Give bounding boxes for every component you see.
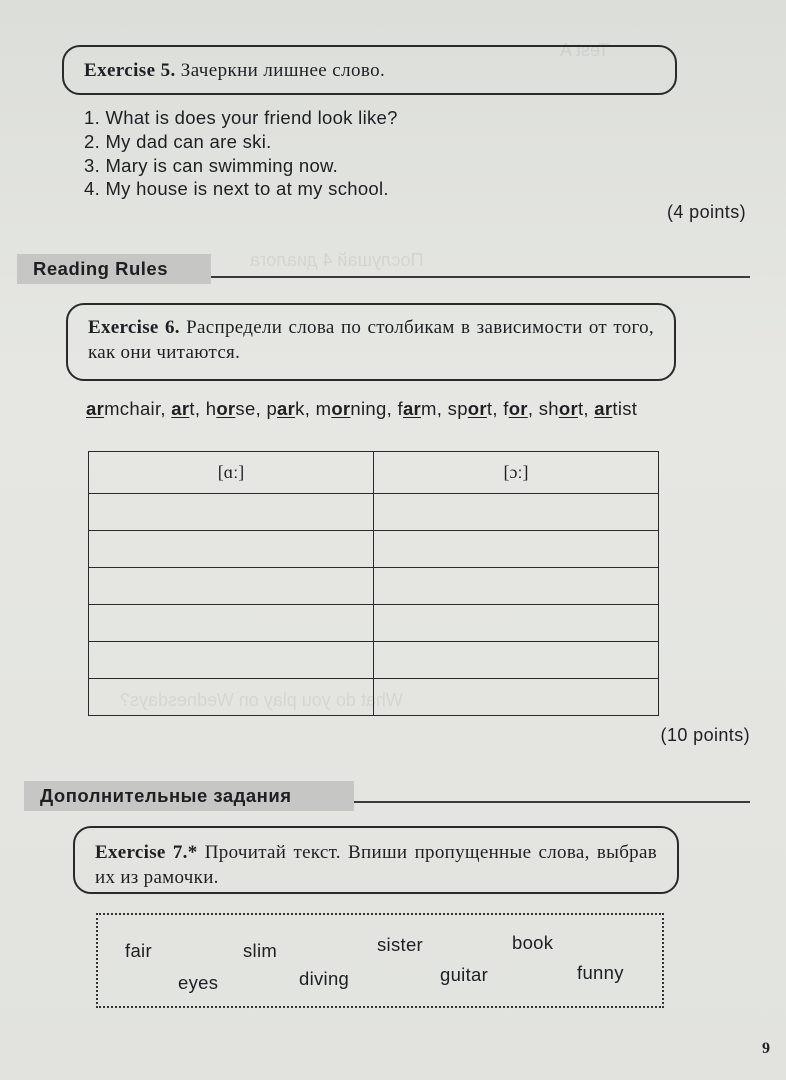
exercise-6-instruction: Распредели слова по столбикам в зависимости от того, как они читаются. <box>88 317 654 363</box>
answer-cell[interactable] <box>374 568 659 605</box>
exercise-5-number: Exercise 5. <box>84 60 176 81</box>
section-heading-extra-tasks: Дополнительные задания <box>24 781 354 811</box>
sentence-item: 2. My dad can are ski. <box>84 130 272 152</box>
bleed-through-text: What do you play on Wednesdays? <box>120 690 403 710</box>
exercise-6-points: (10 points) <box>660 725 750 745</box>
sentence-item: 3. Mary is can swimming now. <box>84 154 339 176</box>
exercise-7-number: Exercise 7.* <box>95 842 198 863</box>
column-header-or-sound: [ɔː] <box>374 452 659 494</box>
word-bank-item: funny <box>577 962 624 983</box>
table-row <box>89 531 659 568</box>
word-item: short <box>538 398 584 419</box>
exercise-7-instruction: Прочитай текст. Впиши пропущенные слова, выбрав их из рамочки. <box>95 842 657 888</box>
exercise-5-points: (4 points) <box>666 202 746 222</box>
bleed-through-text: Test A <box>560 40 610 60</box>
exercise-6-box <box>66 303 676 381</box>
sentence-item: 4. My house is next to at my school. <box>84 178 389 200</box>
answer-cell[interactable] <box>374 679 659 716</box>
exercise-5-instruction: Зачеркни лишнее слово. <box>180 60 386 81</box>
sound-sorting-table <box>88 451 659 716</box>
word-item: sport <box>447 398 493 419</box>
word-item: park <box>266 398 305 419</box>
answer-cell[interactable] <box>374 494 659 531</box>
answer-cell[interactable] <box>89 568 374 605</box>
answer-cell[interactable] <box>374 642 659 679</box>
word-bank-item: guitar <box>440 964 489 985</box>
table-row <box>89 642 659 679</box>
word-bank-item: sister <box>377 934 423 955</box>
answer-cell[interactable] <box>374 605 659 642</box>
answer-cell[interactable] <box>374 531 659 568</box>
answer-cell[interactable] <box>89 679 374 716</box>
word-item: art <box>171 398 195 419</box>
column-header-ar-sound: [ɑː] <box>89 452 374 494</box>
word-item: armchair <box>86 398 161 419</box>
section-heading-reading-rules: Reading Rules <box>17 254 211 284</box>
word-bank-item: fair <box>125 940 152 961</box>
exercise-6-number: Exercise 6. <box>88 317 180 338</box>
table-row <box>89 679 659 716</box>
word-bank-item: book <box>512 932 554 953</box>
word-item: for <box>503 398 528 419</box>
word-bank-item: slim <box>243 940 278 961</box>
page-number: 9 <box>762 1040 770 1057</box>
word-bank-item: eyes <box>178 972 219 993</box>
answer-cell[interactable] <box>89 642 374 679</box>
word-item: morning <box>315 398 387 419</box>
bleed-through-text: Послушай 4 диалога <box>250 250 424 270</box>
word-bank-item: diving <box>299 968 350 989</box>
exercise-5-box <box>62 45 677 95</box>
exercise-5-sentences <box>84 106 398 201</box>
table-row <box>89 494 659 531</box>
word-item: horse <box>205 398 256 419</box>
answer-cell[interactable] <box>89 494 374 531</box>
answer-cell[interactable] <box>89 605 374 642</box>
table-row <box>89 568 659 605</box>
answer-cell[interactable] <box>89 531 374 568</box>
word-item: farm <box>397 398 437 419</box>
exercise-6-word-list: armchair, art, horse, park, morning, farm, sport, for, short, artist <box>86 398 638 419</box>
exercise-7-box <box>73 826 679 894</box>
sentence-item: 1. What is does your friend look like? <box>84 107 398 128</box>
table-row <box>89 605 659 642</box>
word-item: artist <box>594 398 638 419</box>
